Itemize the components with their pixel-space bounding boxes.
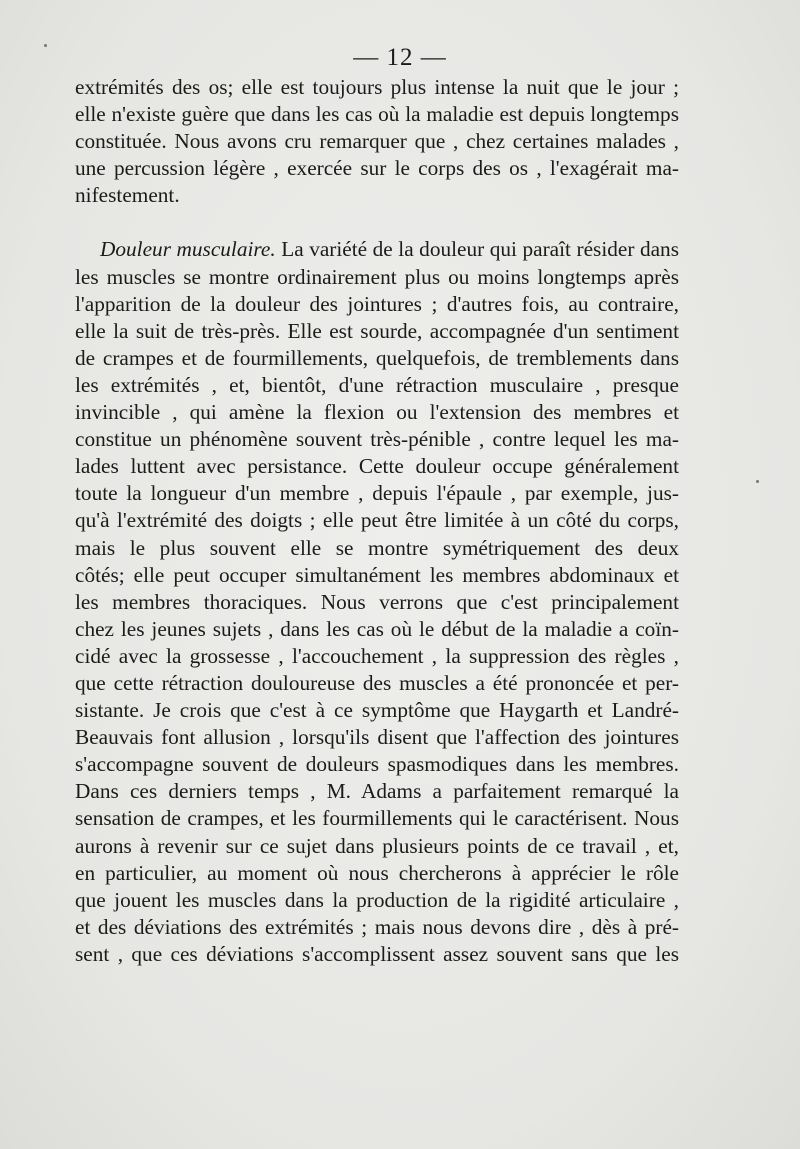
text-line: côtés; elle peut occuper simultanément les membres abdominaux et (75, 562, 679, 587)
paper-speck (756, 480, 759, 483)
text-line: invincible , qui amène la flexion ou l'extension des membres et (75, 400, 679, 425)
text-line: que jouent les muscles dans la production de la rigidité articulaire , (75, 887, 679, 912)
text-line: constitue un phénomène souvent très-pénible , contre lequel les ma- (75, 427, 679, 452)
text-line: cidé avec la grossesse , l'accouchement , la suppression des règles , (75, 643, 679, 668)
text-line-rest: La variété de la douleur qui paraît résider dans (275, 237, 679, 262)
text-line: une percussion légère , exercée sur le corps des os , l'exagérait ma- (75, 156, 679, 181)
text-line: en particulier, au moment où nous chercherons à apprécier le rôle (75, 860, 679, 885)
text-line: et des déviations des extrémités ; mais nous devons dire , dès à pré- (75, 914, 679, 939)
paragraph-spacer (75, 209, 679, 236)
text-line: les membres thoraciques. Nous verrons que c'est principalement (75, 589, 679, 614)
text-line: elle n'existe guère que dans les cas où la maladie est depuis longtemps (75, 102, 679, 127)
text-line: toute la longueur d'un membre , depuis l'épaule , par exemple, jus- (75, 481, 679, 506)
text-line: sistante. Je crois que c'est à ce symptôme que Haygarth et Landré- (75, 698, 679, 723)
text-line: constituée. Nous avons cru remarquer que , chez certaines malades , (75, 129, 679, 154)
text-line: Beauvais font allusion , lorsqu'ils disent que l'affection des jointures (75, 725, 679, 750)
text-line: sensation de crampes, et les fourmillements qui le caractérisent. Nous (75, 806, 679, 831)
text-line: Dans ces derniers temps , M. Adams a parfaitement remarqué la (75, 779, 679, 804)
section-lead-heading: Douleur musculaire. (100, 237, 276, 262)
text-line: s'accompagne souvent de douleurs spasmodiques dans les membres. (75, 752, 679, 777)
paragraph-1 (75, 74, 679, 209)
text-line: elle la suit de très-près. Elle est sourde, accompagnée d'un sentiment (75, 318, 679, 343)
text-line: que cette rétraction douloureuse des muscles a été prononcée et per- (75, 670, 679, 695)
text-line: l'apparition de la douleur des jointures ; d'autres fois, au contraire, (75, 291, 679, 316)
text-line: mais le plus souvent elle se montre symétriquement des deux (75, 535, 679, 560)
paragraph-2 (75, 236, 679, 968)
text-line: sent , que ces déviations s'accomplissent assez souvent sans que les (75, 941, 679, 966)
text-line: chez les jeunes sujets , dans les cas où le début de la maladie a coïn- (75, 616, 679, 641)
text-line: lades luttent avec persistance. Cette douleur occupe généralement (75, 454, 679, 479)
page-number: — 12 — (353, 44, 447, 71)
text-line (75, 236, 679, 263)
text-line: les muscles se montre ordinairement plus ou moins longtemps après (75, 264, 679, 289)
paper-speck (44, 44, 47, 47)
text-line: aurons à revenir sur ce sujet dans plusieurs points de ce travail , et, (75, 833, 679, 858)
text-line: extrémités des os; elle est toujours plus intense la nuit que le jour ; (75, 75, 679, 99)
text-line: de crampes et de fourmillements, quelquefois, de tremblements dans (75, 345, 679, 370)
text-line: nifestement. (75, 183, 180, 208)
text-line: qu'à l'extrémité des doigts ; elle peut être limitée à un côté du corps, (75, 508, 679, 533)
body-text (75, 74, 679, 968)
text-line: les extrémités , et, bientôt, d'une rétraction musculaire , presque (75, 372, 679, 397)
